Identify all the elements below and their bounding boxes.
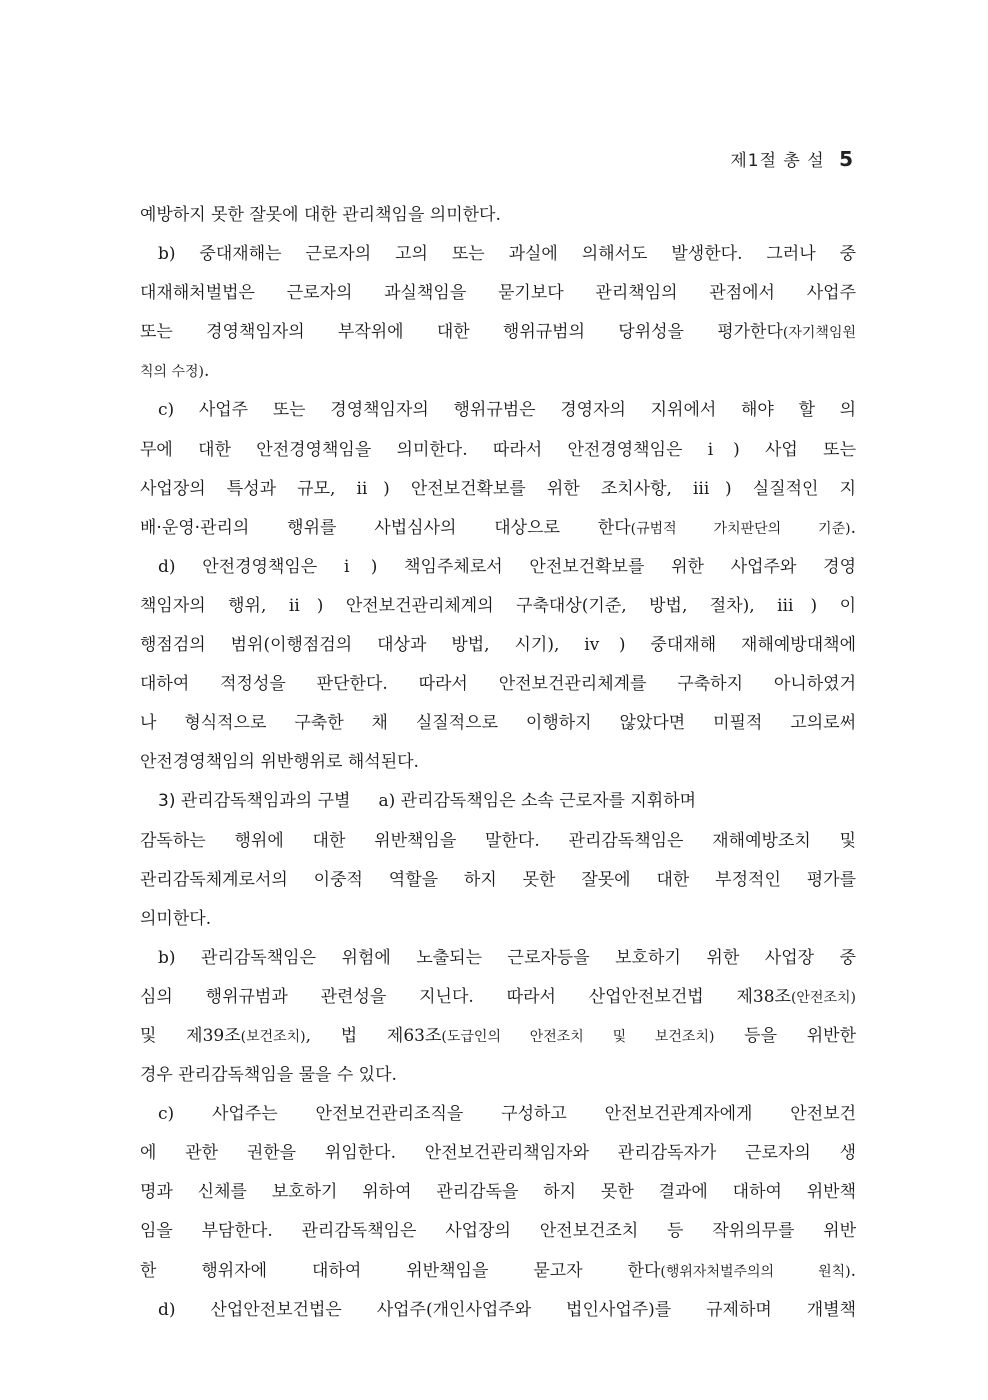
running-header [730,146,854,171]
chapter-title: 제1절 총 설 [730,151,825,171]
text-line: d) 산업안전보건법은 사업주(개인사업주와 법인사업주)를 규제하며 개별책 [158,1299,856,1320]
text-line: 칙의 수정). [140,361,210,382]
page-number: 5 [839,147,854,171]
section-heading: 3) 관리감독책임과의 구별 [158,791,351,812]
text-line: 의미한다. [140,908,212,929]
text-line: 심의 행위규범과 관련성을 지닌다. 따라서 산업안전보건법 제38조(안전조치) [140,986,856,1007]
text-line: b) 중대재해는 근로자의 고의 또는 과실에 의해서도 발생한다. 그러나 중 [158,244,856,265]
text-line: 또는 경영책임자의 부작위에 대한 행위규범의 당위성을 평가한다(자기책임원 [140,322,856,343]
text-line: 예방하지 못한 잘못에 대한 관리책임을 의미한다. [140,205,501,225]
text-line: 무에 대한 안전경영책임을 의미한다. 따라서 안전경영책임은 ⅰ) 사업 또는 [140,439,856,460]
text-line: c) 사업주는 안전보건관리조직을 구성하고 안전보건관계자에게 안전보건 [158,1104,856,1125]
text-line: 안전경영책임의 위반행위로 해석된다. [140,752,419,773]
text-line: 감독하는 행위에 대한 위반책임을 말한다. 관리감독책임은 재해예방조치 및 [140,830,856,851]
text-line: 나 형식적으로 구축한 채 실질적으로 이행하지 않았다면 미필적 고의로써 [140,713,856,734]
text-line: 대재해처벌법은 근로자의 과실책임을 묻기보다 관리책임의 관점에서 사업주 [140,283,856,304]
text-line: 임을 부담한다. 관리감독책임은 사업장의 안전보건조치 등 작위의무를 위반 [140,1221,856,1242]
text-line: 관리감독체계로서의 이중적 역할을 하지 못한 잘못에 대한 부정적인 평가를 [140,869,856,890]
text-line: 배·운영·관리의 행위를 사법심사의 대상으로 한다(규범적 가치판단의 기준). [140,517,856,538]
text-line: 책임자의 행위, ⅱ) 안전보건관리체계의 구축대상(기준, 방법, 절차), ⅲ) 이 [140,595,856,616]
text-line: 행점검의 범위(이행점검의 대상과 방법, 시기), ⅳ) 중대재해 재해예방대책에 [140,635,856,656]
text-line: 명과 신체를 보호하기 위하여 관리감독을 하지 못한 결과에 대하여 위반책 [140,1182,856,1203]
text-line: b) 관리감독책임은 위험에 노출되는 근로자등을 보호하기 위한 사업장 중 [158,947,856,968]
text-line: 경우 관리감독책임을 물을 수 있다. [140,1065,397,1086]
text-line: 에 관한 권한을 위임한다. 안전보건관리책임자와 관리감독자가 근로자의 생 [140,1143,856,1164]
text-line: 사업장의 특성과 규모, ⅱ) 안전보건확보를 위한 조치사항, ⅲ) 실질적인 지 [140,478,856,499]
text-line: 한 행위자에 대하여 위반책임을 묻고자 한다(행위자처벌주의의 원칙). [140,1260,856,1281]
section-heading-line: 3) 관리감독책임과의 구별 a) 관리감독책임은 소속 근로자를 지휘하며 [158,791,697,812]
text-line: c) 사업주 또는 경영책임자의 행위규범은 경영자의 지위에서 해야 할 의 [158,400,856,421]
body-text [140,196,856,1330]
text-line: 대하여 적정성을 판단한다. 따라서 안전보건관리체계를 구축하지 아니하였거 [140,674,856,695]
text-line: 및 제39조(보건조치), 법 제63조(도급인의 안전조치 및 보건조치) 등을 위반한 [140,1025,856,1046]
text-line: d) 안전경영책임은 ⅰ) 책임주체로서 안전보건확보를 위한 사업주와 경영 [158,556,856,577]
